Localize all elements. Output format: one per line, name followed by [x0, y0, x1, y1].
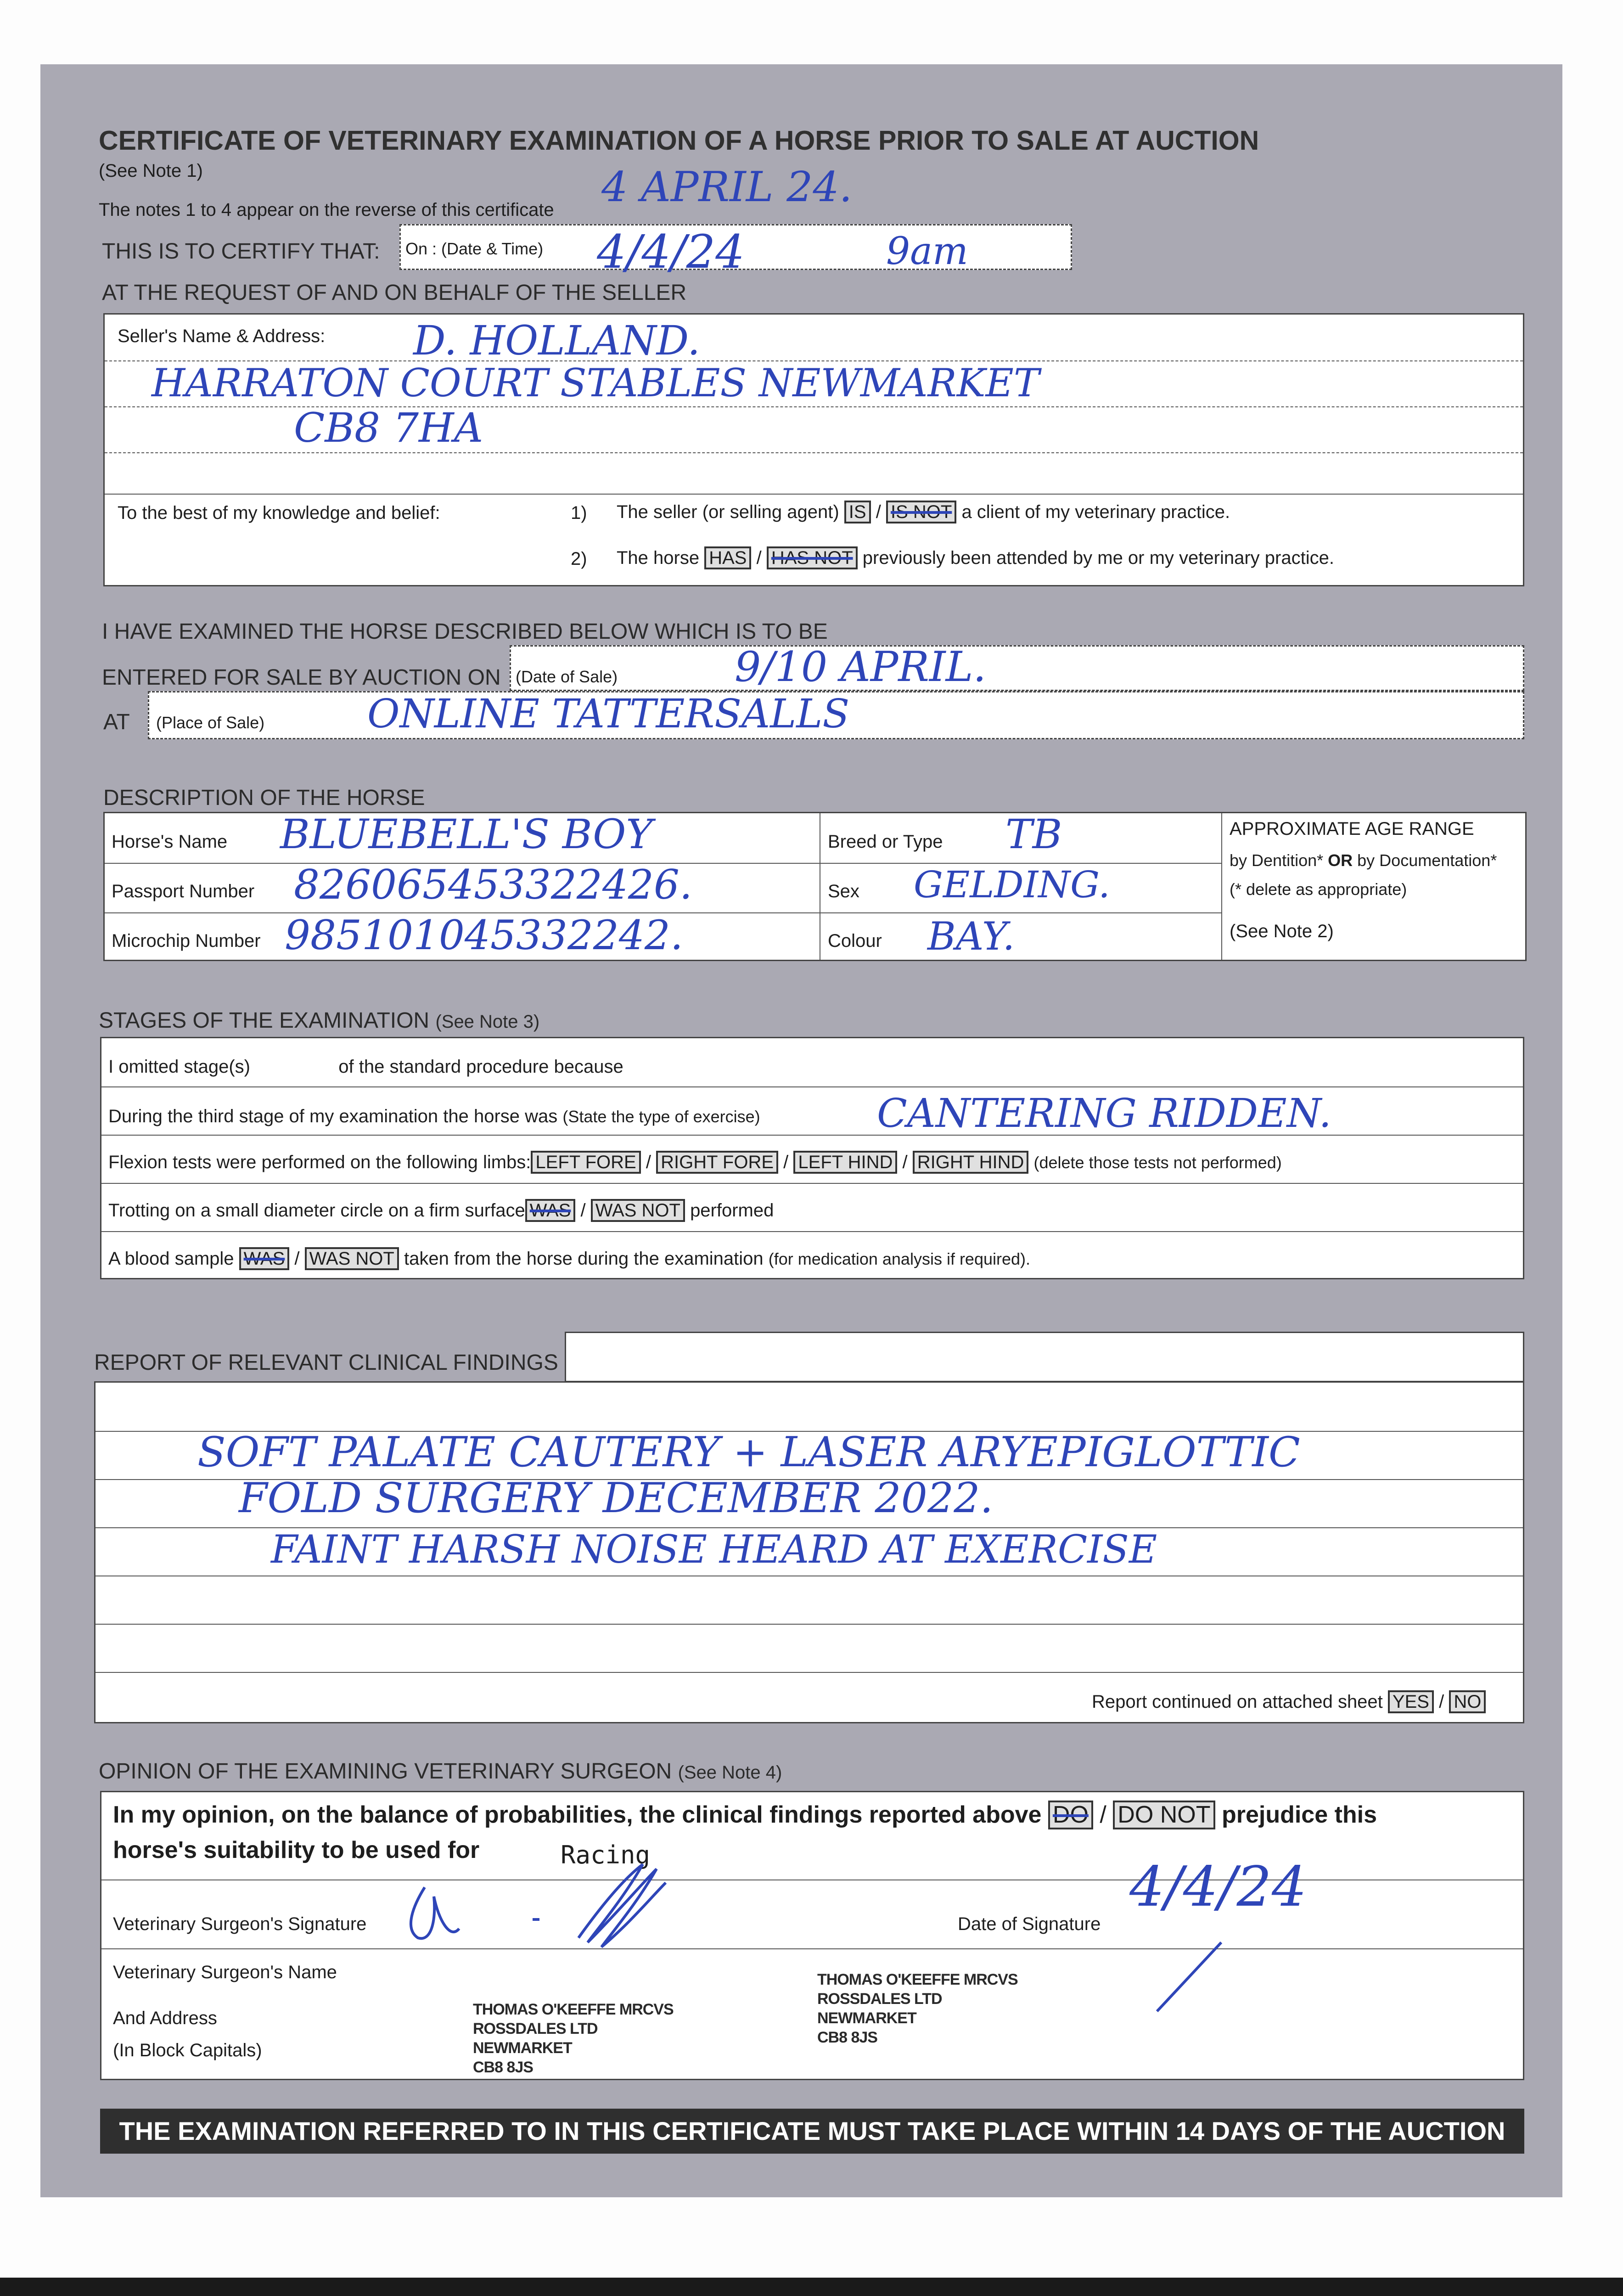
omitted-line — [108, 1057, 623, 1077]
stamp-right-line3: NEWMARKET — [817, 2009, 916, 2027]
flexion-sep-3: / — [902, 1152, 908, 1172]
vet-stamp-left — [473, 2000, 674, 2077]
handwritten-date-top: 4 APRIL 24. — [601, 163, 853, 211]
sale-date-label: (Date of Sale) — [516, 667, 618, 686]
age-or: OR — [1328, 851, 1353, 870]
seller-address-line1: HARRATON COURT STABLES NEWMARKET — [152, 360, 1039, 405]
trot-line — [108, 1199, 774, 1222]
stages-table — [100, 1037, 1524, 1279]
description-heading: DESCRIPTION OF THE HORSE — [103, 786, 425, 810]
age-by-documentation[interactable]: by Documentation* — [1357, 851, 1497, 870]
item1-sep: / — [876, 502, 881, 522]
blood-post: taken from the horse during the examination — [404, 1249, 764, 1269]
opinion-heading — [99, 1759, 782, 1784]
opinion-text-pre: In my opinion, on the balance of probabilities, the clinical findings reported above — [113, 1801, 1042, 1828]
omitted-pre: I omitted stage(s) — [108, 1057, 251, 1077]
third-stage-value: CANTERING RIDDEN. — [877, 1091, 1331, 1137]
trot-was-not-option[interactable]: WAS NOT — [591, 1199, 685, 1222]
item2-number: 2) — [571, 549, 587, 569]
opinion-do-option[interactable]: DO — [1048, 1801, 1093, 1829]
opinion-text-line2: horse's suitability to be used for — [113, 1837, 480, 1863]
opinion-sep: / — [1100, 1801, 1106, 1828]
flexion-sep-1: / — [646, 1152, 651, 1172]
third-stage-line — [108, 1106, 760, 1127]
on-date-time-label: On : (Date & Time) — [405, 239, 544, 258]
stages-heading-note: (See Note 3) — [435, 1012, 540, 1032]
sale-line2: ENTERED FOR SALE BY AUCTION ON — [102, 665, 501, 690]
opinion-text-post: prejudice this — [1221, 1801, 1377, 1828]
vet-address-label: And Address — [113, 2008, 217, 2028]
stamp-right-line2: ROSSDALES LTD — [817, 1990, 942, 2008]
report-continued-sep: / — [1439, 1692, 1444, 1712]
colour-value: BAY. — [927, 914, 1015, 959]
blood-line — [108, 1247, 1030, 1270]
blood-pre: A blood sample — [108, 1249, 234, 1269]
omitted-post: of the standard procedure because — [338, 1057, 623, 1077]
trot-was-option[interactable]: WAS — [525, 1199, 576, 1222]
trot-sep: / — [580, 1200, 586, 1221]
opinion-use-value[interactable]: Racing — [561, 1840, 651, 1869]
sex-label: Sex — [828, 881, 859, 901]
breed-value: TB — [1005, 810, 1062, 858]
microchip-label: Microchip Number — [112, 931, 261, 951]
opinion-statement — [113, 1801, 1377, 1829]
vet-signature-image — [386, 1851, 753, 1956]
flexion-sep-2: / — [783, 1152, 789, 1172]
sale-date-field[interactable] — [510, 645, 1524, 691]
report-continued-yes[interactable]: YES — [1388, 1690, 1434, 1713]
breed-label: Breed or Type — [828, 832, 943, 852]
report-heading: REPORT OF RELEVANT CLINICAL FINDINGS — [94, 1351, 558, 1375]
age-by-dentition[interactable]: by Dentition* — [1230, 851, 1324, 870]
opinion-box — [100, 1791, 1524, 2080]
report-finding-line2: FOLD SURGERY DECEMBER 2022. — [239, 1474, 994, 1522]
passport-label: Passport Number — [112, 881, 255, 901]
stamp-left-line3: NEWMARKET — [473, 2039, 572, 2057]
see-note-1: (See Note 1) — [99, 161, 203, 181]
flexion-post: (delete those tests not performed) — [1033, 1153, 1282, 1172]
blood-sep: / — [294, 1249, 300, 1269]
item2-sep: / — [756, 548, 762, 568]
seller-name-value: D. HOLLAND. — [413, 317, 701, 364]
flexion-line — [108, 1151, 1282, 1174]
item1-number: 1) — [571, 503, 587, 523]
seller-address-line2: CB8 7HA — [294, 404, 483, 451]
item2-post: previously been attended by me or my veterinary practice. — [862, 548, 1334, 568]
age-delete-note: (* delete as appropriate) — [1230, 880, 1407, 899]
seller-is-option[interactable]: IS — [844, 501, 871, 523]
blood-was-option[interactable]: WAS — [239, 1247, 290, 1270]
third-stage-pre: During the third stage of my examination the horse was — [108, 1106, 558, 1126]
flexion-right-fore[interactable]: RIGHT FORE — [656, 1151, 778, 1174]
opinion-heading-note: (See Note 4) — [678, 1762, 782, 1783]
item1-post: a client of my veterinary practice. — [961, 502, 1230, 522]
exam-date-value: 4/4/24 — [597, 225, 745, 279]
horse-name-value: BLUEBELL'S BOY — [280, 810, 653, 858]
block-capitals-label: (In Block Capitals) — [113, 2040, 262, 2060]
third-stage-small: (State the type of exercise) — [562, 1107, 760, 1126]
flexion-left-hind[interactable]: LEFT HIND — [793, 1151, 897, 1174]
date-signature-label: Date of Signature — [958, 1914, 1101, 1934]
stages-heading-text: STAGES OF THE EXAMINATION — [99, 1008, 430, 1033]
opinion-do-not-option[interactable]: DO NOT — [1113, 1801, 1215, 1829]
blood-small: (for medication analysis if required). — [768, 1249, 1031, 1268]
colour-label: Colour — [828, 931, 882, 951]
sale-date-value: 9/10 APRIL. — [735, 643, 986, 691]
age-see-note: (See Note 2) — [1230, 921, 1334, 941]
report-continued — [1092, 1690, 1486, 1713]
flexion-pre: Flexion tests were performed on the following limbs: — [108, 1152, 531, 1172]
report-continued-no[interactable]: NO — [1449, 1690, 1486, 1713]
stamp-right-line4: CB8 8JS — [817, 2029, 877, 2046]
vet-stamp-right — [817, 1970, 1018, 2047]
report-continued-label: Report continued on attached sheet — [1092, 1692, 1383, 1712]
microchip-value: 985101045332242. — [285, 912, 683, 959]
stamp-left-line1: THOMAS O'KEEFFE MRCVS — [473, 2001, 674, 2018]
knowledge-label: To the best of my knowledge and belief: — [118, 503, 440, 523]
sale-at-label: AT — [103, 710, 130, 734]
blood-was-not-option[interactable]: WAS NOT — [305, 1247, 399, 1270]
trot-post: performed — [690, 1200, 774, 1221]
sale-place-value: ONLINE TATTERSALLS — [367, 691, 850, 737]
sale-place-label: (Place of Sale) — [156, 713, 265, 732]
exam-time-value: 9am — [886, 230, 968, 273]
signature-label: Veterinary Surgeon's Signature — [113, 1914, 367, 1934]
age-range-methods — [1230, 851, 1497, 870]
report-heading-field — [565, 1332, 1524, 1382]
flexion-right-hind[interactable]: RIGHT HIND — [913, 1151, 1029, 1174]
stamp-left-line2: ROSSDALES LTD — [473, 2020, 598, 2037]
horse-has-option[interactable]: HAS — [704, 546, 751, 569]
seller-name-label: Seller's Name & Address: — [118, 326, 326, 346]
item1-pre: The seller (or selling agent) — [617, 502, 839, 522]
seller-client-line — [617, 501, 1230, 523]
stages-heading — [99, 1008, 539, 1033]
date-signature-value: 4/4/24 — [1129, 1855, 1307, 1919]
horse-attended-line — [617, 546, 1334, 569]
sex-value: GELDING. — [914, 863, 1110, 906]
report-finding-line3: FAINT HARSH NOISE HEARD AT EXERCISE — [271, 1527, 1157, 1572]
seller-is-not-option[interactable]: IS NOT — [886, 501, 956, 523]
horse-has-not-option[interactable]: HAS NOT — [767, 546, 858, 569]
footer-notice: THE EXAMINATION REFERRED TO IN THIS CERTIFICATE MUST TAKE PLACE WITHIN 14 DAYS OF THE AUCTION — [100, 2109, 1524, 2154]
vet-name-label: Veterinary Surgeon's Name — [113, 1962, 337, 1982]
notes-line: The notes 1 to 4 appear on the reverse of this certificate — [99, 200, 554, 220]
stamp-left-line4: CB8 8JS — [473, 2059, 533, 2076]
horse-name-label: Horse's Name — [112, 832, 228, 852]
item2-pre: The horse — [617, 548, 700, 568]
stamp-right-line1: THOMAS O'KEEFFE MRCVS — [817, 1971, 1018, 1988]
report-finding-line1: SOFT PALATE CAUTERY + LASER ARYEPIGLOTTIC — [197, 1428, 1300, 1476]
sale-line1: I HAVE EXAMINED THE HORSE DESCRIBED BELOW WHICH IS TO BE — [102, 619, 828, 644]
certify-label: THIS IS TO CERTIFY THAT: — [102, 239, 380, 264]
request-line: AT THE REQUEST OF AND ON BEHALF OF THE SELLER — [102, 281, 687, 305]
certificate-title: CERTIFICATE OF VETERINARY EXAMINATION OF A HORSE PRIOR TO SALE AT AUCTION — [99, 125, 1259, 156]
date-signature-stroke — [1148, 1938, 1230, 2016]
age-range-title: APPROXIMATE AGE RANGE — [1230, 819, 1474, 839]
flexion-left-fore[interactable]: LEFT FORE — [531, 1151, 640, 1174]
scan-edge — [0, 2278, 1623, 2296]
passport-value: 826065453322426. — [294, 861, 692, 908]
opinion-heading-text: OPINION OF THE EXAMINING VETERINARY SURGEON — [99, 1759, 672, 1784]
trot-pre: Trotting on a small diameter circle on a firm surface — [108, 1200, 525, 1221]
